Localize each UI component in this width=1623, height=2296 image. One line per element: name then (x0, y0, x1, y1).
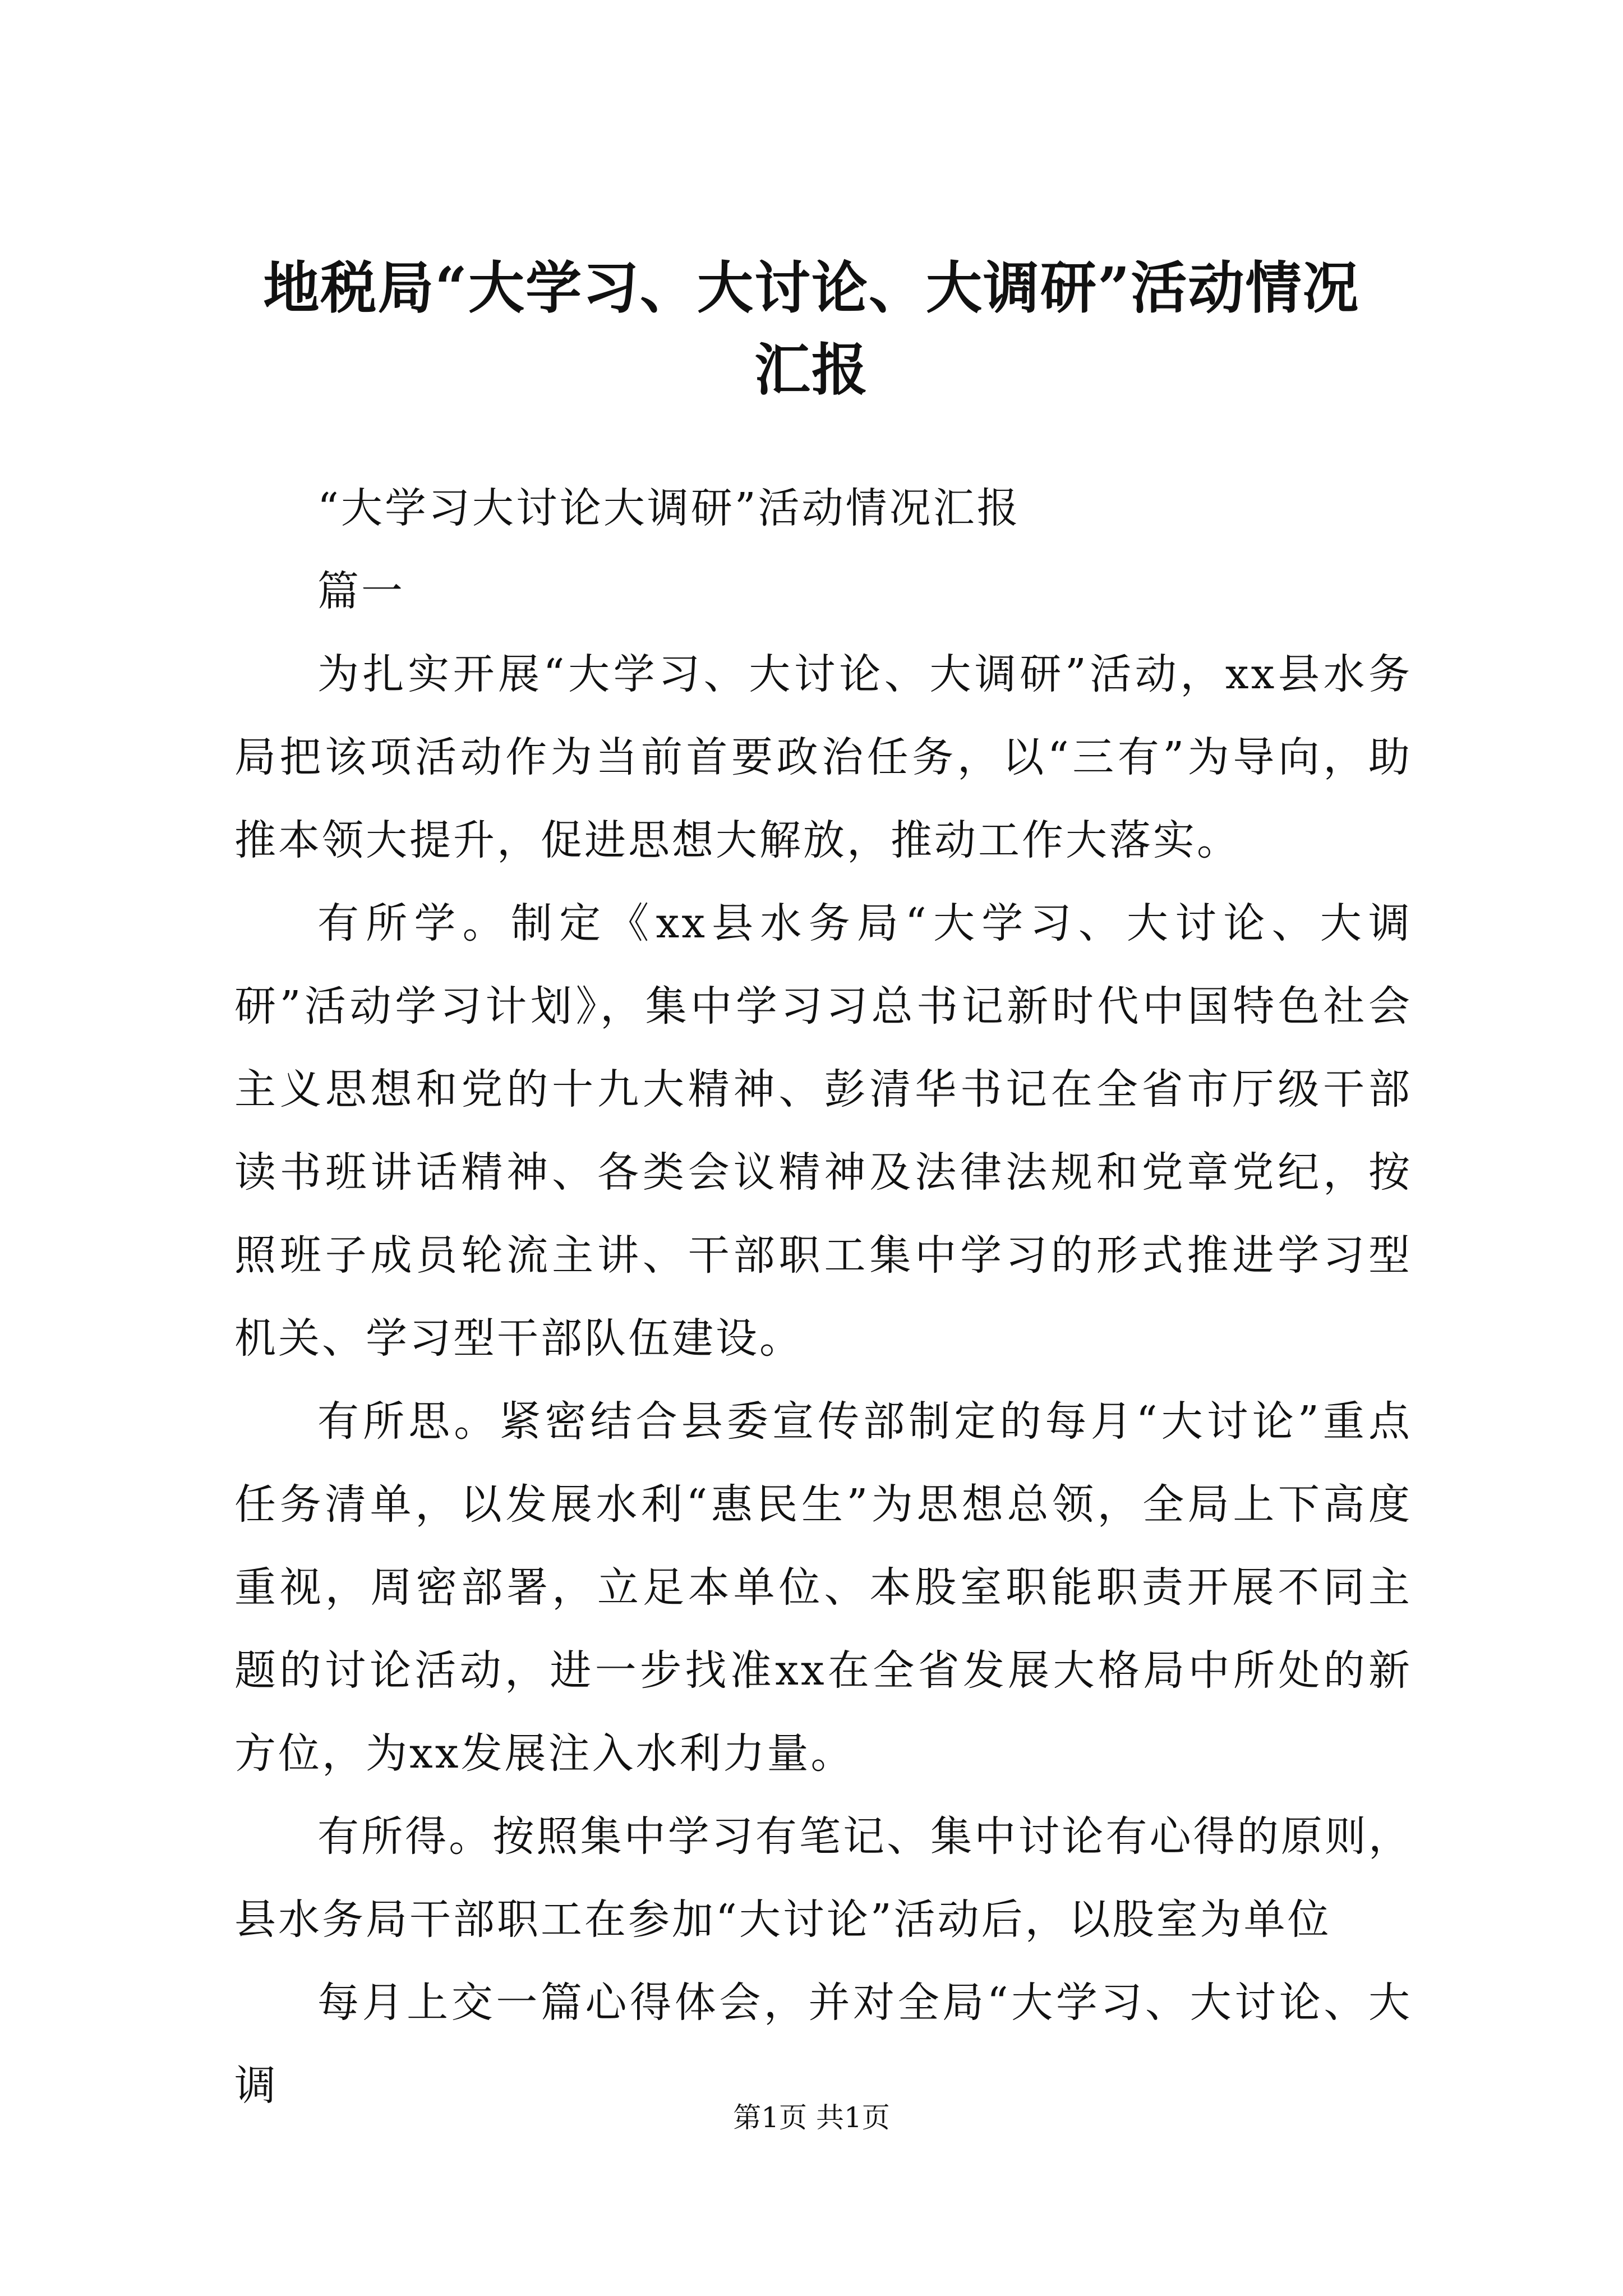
document-body (234, 467, 1412, 2127)
body-paragraph: 每月上交一篇心得体会，并对全局“大学习、大讨论、大调 (234, 1978, 1412, 2110)
body-paragraph: 有所学。制定《xx县水务局“大学习、大讨论、大调研”活动学习计划》，集中学习习总书记新时代中国特色社会主义思想和党的十九大精神、彭清华书记在全省市厅级干部读书班讲话精神、各类会议精神及法律法规和党章党纪，按照班子成员轮流主讲、干部职工集中学习的形式推进学习型机关、学习型干部队伍建设。 (234, 899, 1412, 1363)
section-label: 篇一 (317, 567, 405, 615)
title-line-2: 汇报 (754, 337, 869, 403)
body-paragraph: 有所思。紧密结合县委宣传部制定的每月“大讨论”重点任务清单，以发展水利“惠民生”为思想总领，全局上下高度重视，周密部署，立足本单位、本股室职能职责开展不同主题的讨论活动，进一步找准xx在全省发展大格局中所处的新方位，为xx发展注入水利力量。 (234, 1397, 1412, 1778)
body-paragraph: 为扎实开展“大学习、大讨论、大调研”活动，xx县水务局把该项活动作为当前首要政治任务，以“三有”为导向，助推本领大提升，促进思想大解放，推动工作大落实。 (234, 650, 1412, 864)
subtitle-paragraph: “大学习大讨论大调研”活动情况汇报 (317, 484, 1021, 532)
document-title (168, 247, 1455, 411)
body-paragraph: 有所得。按照集中学习有笔记、集中讨论有心得的原则，县水务局干部职工在参加“大讨论”活动后，以股室为单位 (234, 1812, 1412, 1944)
page-footer: 第1页 共1页 (733, 2101, 890, 2134)
title-line-1: 地税局“大学习、大讨论、大调研”活动情况 (263, 255, 1360, 321)
